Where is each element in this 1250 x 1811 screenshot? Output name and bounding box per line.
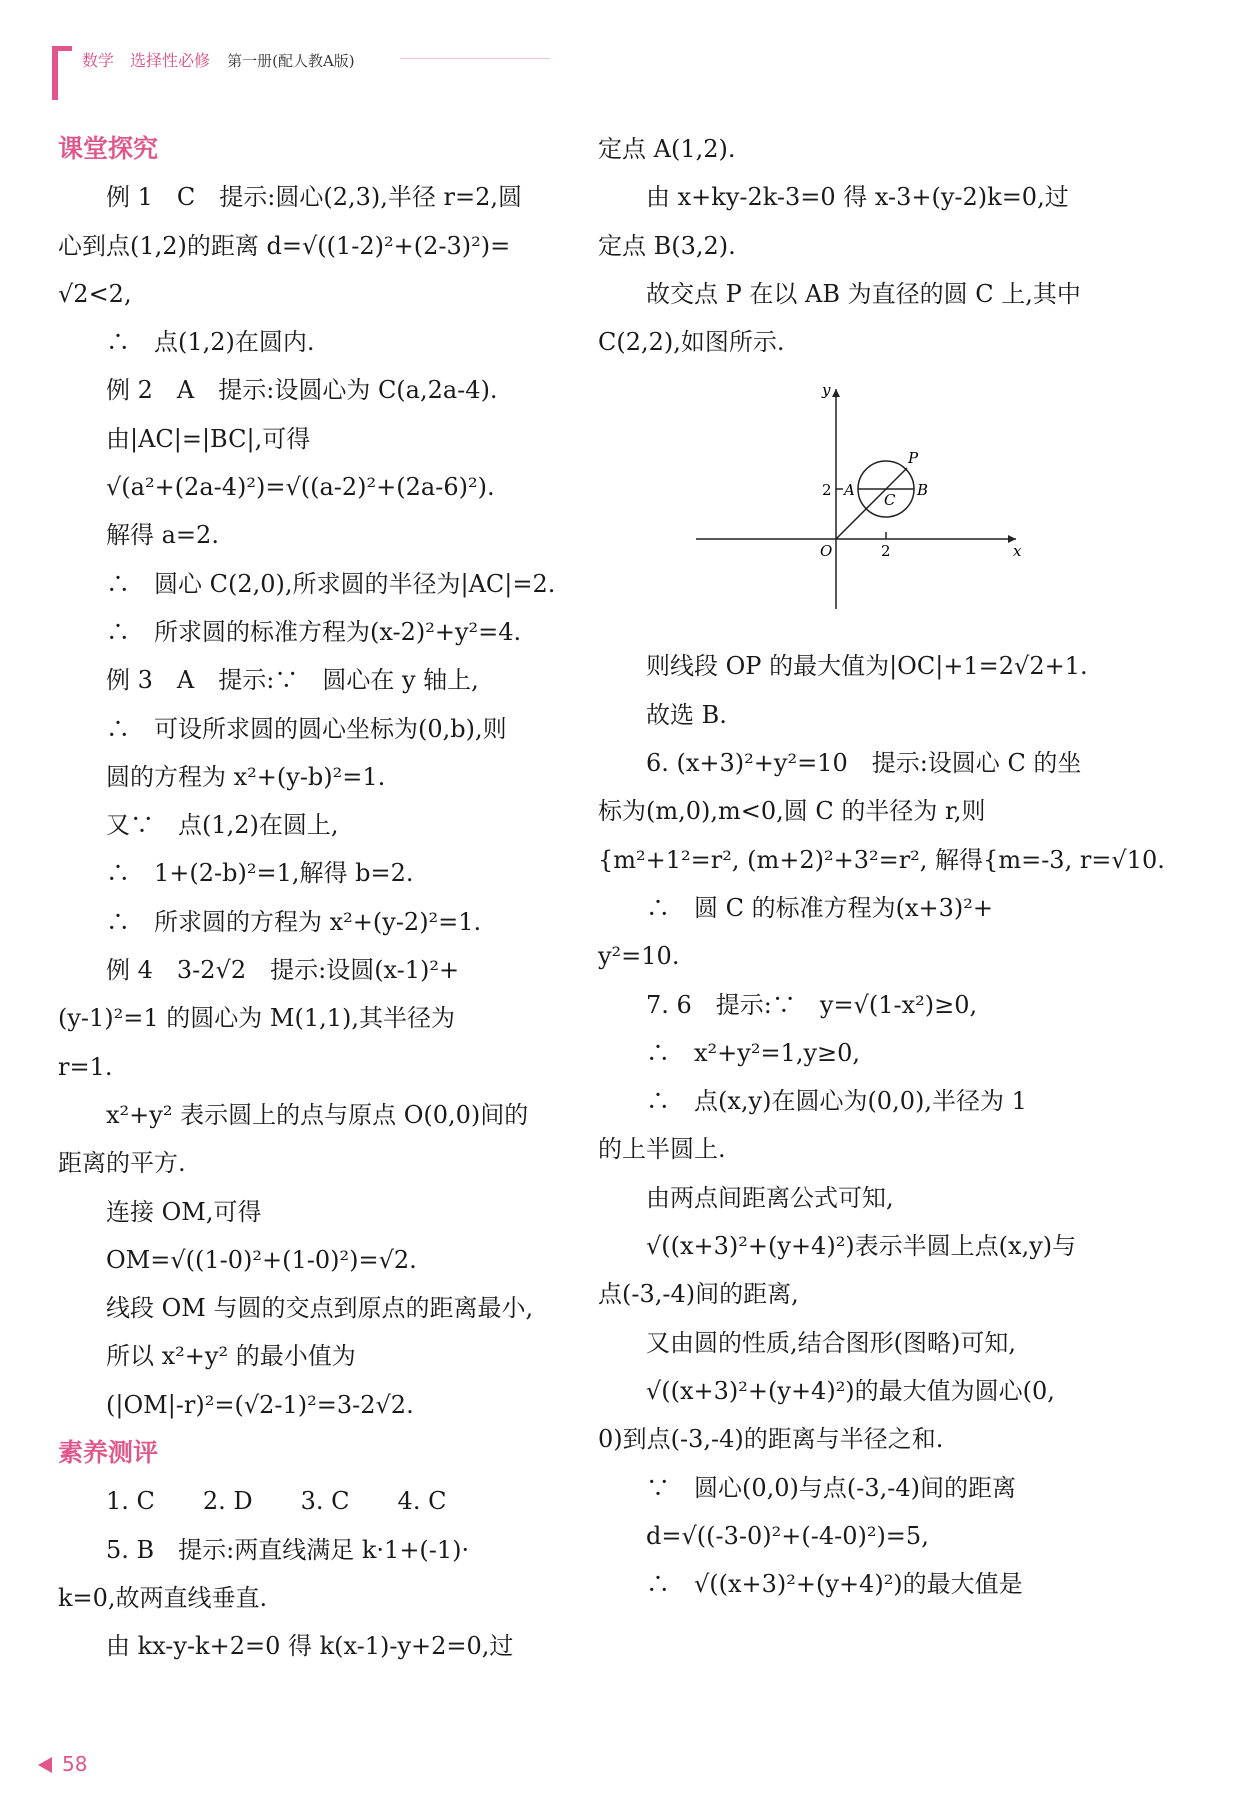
left-text-line: 线段 OM 与圆的交点到原点的距离最小, [58,1294,534,1323]
running-header [82,48,355,71]
point-a-label: A [844,481,855,500]
section-heading: 课堂探究 [58,134,159,163]
right-text-line: 定点 B(3,2). [598,231,736,260]
left-text-line: 1. C 2. D 3. C 4. C [58,1487,447,1516]
left-column [58,125,570,1671]
left-text-line: 由|AC|=|BC|,可得 [58,424,311,453]
segment-op [836,468,907,539]
left-text-line: 解得 a=2. [58,521,219,550]
right-text-line: 6. (x+3)²+y²=10 提示:设圆心 C 的坐 [598,749,1082,778]
left-text-line: (|OM|-r)²=(√2-1)²=3-2√2. [58,1390,414,1419]
right-text-line: 又由圆的性质,结合图形(图略)可知, [598,1328,1016,1357]
left-text-line: 例 4 3-2√2 提示:设圆(x-1)²+ [58,956,460,985]
left-text-line: OM=√((1-0)²+(1-0)²)=√2. [58,1245,417,1274]
right-text-line: ∴ 圆 C 的标准方程为(x+3)²+ [598,893,993,922]
x-axis-label: x [1013,542,1022,561]
right-text-line: 点(-3,-4)间的距离, [598,1280,799,1309]
left-text-line: 心到点(1,2)的距离 d=√((1-2)²+(2-3)²)= [58,231,511,260]
right-text-line: 的上半圆上. [598,1135,726,1164]
right-text-line: 0)到点(-3,-4)的距离与半径之和. [598,1425,944,1454]
right-column [598,125,1165,1608]
left-text-line: ∴ 圆心 C(2,0),所求圆的半径为|AC|=2. [58,569,556,598]
left-text-line: ∴ 所求圆的标准方程为(x-2)²+y²=4. [58,617,522,646]
point-b-label: B [917,481,929,500]
right-text-line: 定点 A(1,2). [598,135,736,163]
header-book: 第一册(配人教A版) [227,52,355,70]
left-text-line: 由 kx-y-k+2=0 得 k(x-1)-y+2=0,过 [58,1632,514,1661]
y-axis-label: y [822,381,831,400]
left-text-line: √(a²+(2a-4)²)=√((a-2)²+(2a-6)²). [58,473,495,502]
left-text-line: 例 2 A 提示:设圆心为 C(a,2a-4). [58,376,498,405]
y-axis-arrow [832,389,840,397]
left-text-line: 例 3 A 提示:∵ 圆心在 y 轴上, [58,666,479,695]
right-text-line: ∵ 圆心(0,0)与点(-3,-4)间的距离 [598,1473,1017,1502]
left-text-line: 又∵ 点(1,2)在圆上, [58,811,339,840]
left-text-line: 圆的方程为 x²+(y-b)²=1. [58,762,386,791]
right-text-line: d=√((-3-0)²+(-4-0)²)=5, [598,1521,929,1550]
right-text-line: ∴ 点(x,y)在圆心为(0,0),半径为 1 [598,1087,1027,1116]
y-tick-label: 2 [822,481,832,500]
left-text-line: r=1. [58,1052,113,1081]
header-rule [400,58,550,59]
x-tick-label: 2 [881,542,891,561]
left-text-line: x²+y² 表示圆上的点与原点 O(0,0)间的 [58,1100,529,1129]
left-text-line: 距离的平方. [58,1149,186,1178]
right-text-line: √((x+3)²+(y+4)²)的最大值为圆心(0, [598,1376,1055,1405]
page-arrow-icon [38,1757,52,1773]
left-text-line: √2<2, [58,279,132,308]
left-text-line: 5. B 提示:两直线满足 k·1+(-1)· [58,1535,470,1564]
point-c-label: C [884,491,896,510]
right-text-line: 由 x+ky-2k-3=0 得 x-3+(y-2)k=0,过 [598,183,1069,212]
left-text-line: 连接 OM,可得 [58,1197,262,1226]
point-p-label: P [908,449,919,468]
header-subject: 数学 选择性必修 [82,51,211,70]
right-text-line: ∴ √((x+3)²+(y+4)²)的最大值是 [598,1570,1023,1599]
left-text-line: ∴ 1+(2-b)²=1,解得 b=2. [58,859,414,888]
header-accent-corner [52,46,72,51]
left-text-line: (y-1)²=1 的圆心为 M(1,1),其半径为 [58,1004,456,1033]
left-text-line: ∴ 所求圆的方程为 x²+(y-2)²=1. [58,907,482,936]
right-text-line: 故交点 P 在以 AB 为直径的圆 C 上,其中 [598,279,1081,308]
right-text-line: 7. 6 提示:∵ y=√(1-x²)≥0, [598,990,978,1019]
left-text-line: k=0,故两直线垂直. [58,1583,268,1612]
page-number: 58 [38,1752,87,1776]
left-text-line: ∴ 点(1,2)在圆内. [58,328,315,357]
right-text-line: y²=10. [598,942,680,971]
right-text-line: ∴ x²+y²=1,y≥0, [598,1038,861,1067]
left-text-line: ∴ 可设所求圆的圆心坐标为(0,b),则 [58,714,507,743]
circle-diagram [686,379,1026,629]
right-text-line: C(2,2),如图所示. [598,328,785,357]
header-accent-bar [52,46,58,100]
left-text-line: 例 1 C 提示:圆心(2,3),半径 r=2,圆 [58,183,522,212]
right-text-line: 由两点间距离公式可知, [598,1183,894,1212]
left-text-line: 所以 x²+y² 的最小值为 [58,1342,356,1371]
right-text-line: 故选 B. [598,700,727,729]
origin-label: O [820,542,833,561]
right-text-line: {m²+1²=r², (m+2)²+3²=r², 解得{m=-3, r=√10. [598,845,1165,874]
coordinate-figure [598,374,1114,634]
right-text-line: 标为(m,0),m<0,圆 C 的半径为 r,则 [598,797,986,826]
section-heading: 素养测评 [58,1438,159,1468]
right-text-line: √((x+3)²+(y+4)²)表示半圆上点(x,y)与 [598,1232,1077,1261]
right-text-line: 则线段 OP 的最大值为|OC|+1=2√2+1. [598,652,1088,681]
